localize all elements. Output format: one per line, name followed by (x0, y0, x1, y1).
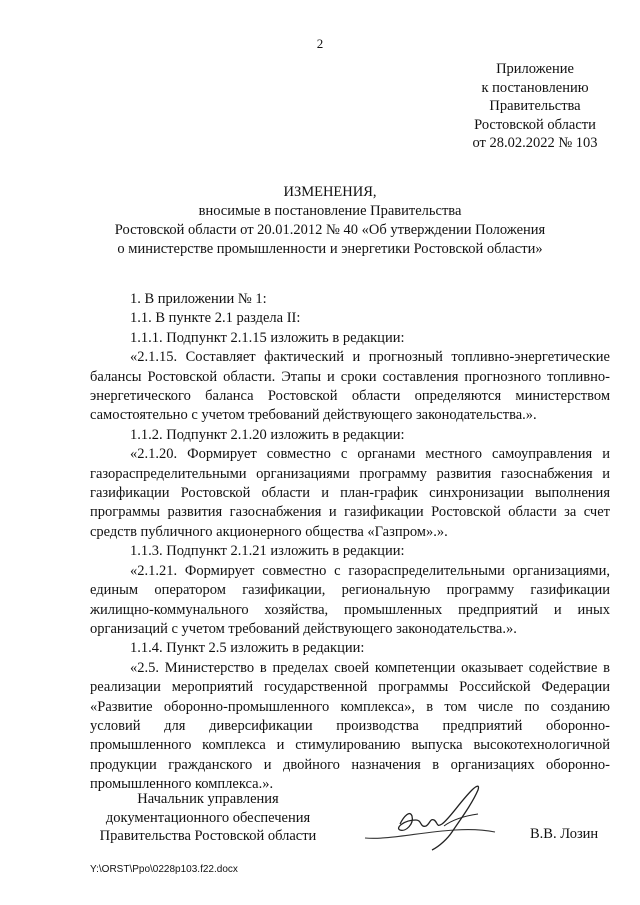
paragraph: 1.1.4. Пункт 2.5 изложить в редакции: (130, 640, 365, 657)
paragraph: 1.1.2. Подпункт 2.1.20 изложить в редакции: (130, 426, 405, 443)
appendix-line: к постановлению (481, 79, 589, 96)
paragraph: 1. В приложении № 1: (130, 291, 267, 307)
file-path: Y:\ORST\Ppo\0228p103.f22.docx (90, 864, 238, 875)
appendix-line: от 28.02.2022 № 103 (472, 135, 598, 151)
position-line: документационного обеспечения (105, 809, 311, 826)
appendix-line: Правительства (489, 98, 581, 114)
appendix-line: Ростовской области (474, 116, 596, 133)
title-line: вносимые в постановление Правительства (198, 203, 462, 219)
document-title (80, 183, 580, 259)
page-number: 2 (316, 36, 324, 51)
title-line: о министерстве промышленности и энергетики Ростовской области» (117, 241, 543, 257)
title-line: Ростовской области от 20.01.2012 № 40 «Об утверждении Положения (114, 222, 546, 238)
signatory-position (88, 790, 328, 846)
paragraph: «2.1.21. Формирует совместно с газораспределительными организациями, единым оператором газификации, региональную программу газификации жилищно-коммунального хозяйства, промышленных предприятий и иных организаций с учетом требований действующего законодательства.». (90, 562, 610, 637)
paragraph: 1.1.3. Подпункт 2.1.21 изложить в редакции: (130, 543, 405, 560)
signatory-name: В.В. Лозин (530, 826, 599, 842)
paragraph: «2.5. Министерство в пределах своей компетенции оказывает содействие в реализации мероприятий государственной программы Российской Федерации «Развитие оборонно-промышленного комплекса», в том числе по созданию условий для диверсификации производства предприятий оборонно-промышленного комплекса и стимулированию выпуска высокотехнологичной продукции гражданского и двойного назначения в организациях оборонно-промышленного комплекса.». (90, 659, 610, 793)
paragraph: «2.1.15. Составляет фактический и прогнозный топливно-энергетические балансы Ростовской области. Этапы и сроки составления прогнозного топливно-энергетического баланса Ростовской области определяются министерством самостоятельно с учетом требований действующего законодательства.». (90, 349, 610, 424)
document-body (90, 290, 610, 795)
paragraph: 1.1. В пункте 2.1 раздела II: (130, 310, 301, 327)
appendix-line: Приложение (496, 61, 574, 77)
position-line: Начальник управления (137, 791, 279, 807)
appendix-reference (440, 60, 630, 153)
title-heading: ИЗМЕНЕНИЯ, (283, 184, 377, 200)
handwritten-signature (360, 780, 500, 855)
position-line: Правительства Ростовской области (99, 828, 317, 844)
paragraph: 1.1.1. Подпункт 2.1.15 изложить в редакции: (130, 329, 405, 346)
paragraph: «2.1.20. Формирует совместно с органами местного самоуправления и газораспределительными организациями программу развития газоснабжения и газификации Ростовской области и план-график синхронизации выполнения программы развития газоснабжения и газификации Ростовской области за счет средств публичного акционерного общества «Газпром».». (90, 446, 610, 540)
